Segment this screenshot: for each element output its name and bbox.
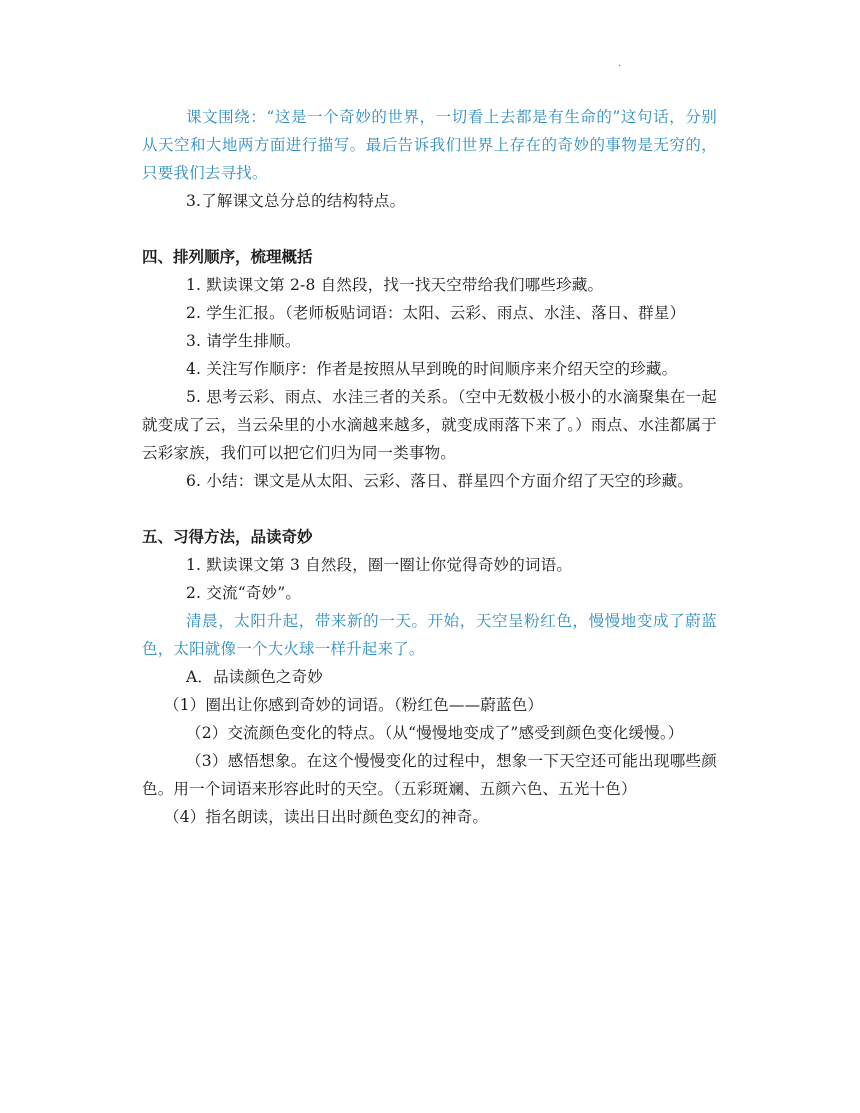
section-4-item-3: 3. 请学生排顺。 (186, 332, 301, 350)
spacer (142, 495, 717, 523)
section-5-subitem-1: （1）圈出让你感到奇妙的词语。（粉红色——蔚蓝色） (164, 696, 544, 714)
section-4-item-1: 1. 默读课文第 2-8 自然段，找一找天空带给我们哪些珍藏。 (186, 276, 604, 294)
section-5-item-2: 2. 交流“奇妙”。 (186, 584, 302, 602)
spacer (142, 215, 717, 243)
section-5-subitem-2: （2）交流颜色变化的特点。（从“慢慢地变成了”感受到颜色变化缓慢。） (186, 724, 684, 742)
section-5-quote: 清晨，太阳升起，带来新的一天。开始，天空呈粉红色，慢慢地变成了蔚蓝色，太阳就像一个大火球一样升起来了。 (142, 612, 717, 658)
document-body (142, 103, 717, 831)
section-4-item-5: 5. 思考云彩、雨点、水洼三者的关系。（空中无数极小极小的水滴聚集在一起就变成了云，当云朵里的小水滴越来越多，就变成雨落下来了。）雨点、水洼都属于云彩家族，我们可以把它们归为同一类事物。 (142, 388, 717, 462)
section-4-item-4: 4. 关注写作顺序：作者是按照从早到晚的时间顺序来介绍天空的珍藏。 (186, 360, 678, 378)
page-mark: . (618, 58, 622, 69)
section-4-item-2: 2. 学生汇报。（老师板贴词语：太阳、云彩、雨点、水洼、落日、群星） (186, 304, 686, 322)
intro-item-3: 3.了解课文总分总的结构特点。 (186, 192, 406, 210)
intro-summary-paragraph: 课文围绕：“这是一个奇妙的世界，一切看上去都是有生命的”这句话，分别从天空和大地两方面进行描写。最后告诉我们世界上存在的奇妙的事物是无穷的，只要我们去寻找。 (142, 108, 717, 182)
section-5-subheading: A．品读颜色之奇妙 (186, 668, 323, 686)
section-5-subitem-3: （3）感悟想象。在这个慢慢变化的过程中，想象一下天空还可能出现哪些颜色。用一个词语来形容此时的天空。（五彩斑斓、五颜六色、五光十色） (142, 752, 717, 798)
section-4-heading: 四、排列顺序，梳理概括 (142, 248, 313, 266)
section-4-item-6: 6. 小结：课文是从太阳、云彩、落日、群星四个方面介绍了天空的珍藏。 (186, 472, 694, 490)
section-5-subitem-4: （4）指名朗读，读出日出时颜色变幻的神奇。 (164, 808, 489, 826)
section-5-heading: 五、习得方法，品读奇妙 (142, 528, 313, 546)
section-5-item-1: 1. 默读课文第 3 自然段，圈一圈让你觉得奇妙的词语。 (186, 556, 573, 574)
